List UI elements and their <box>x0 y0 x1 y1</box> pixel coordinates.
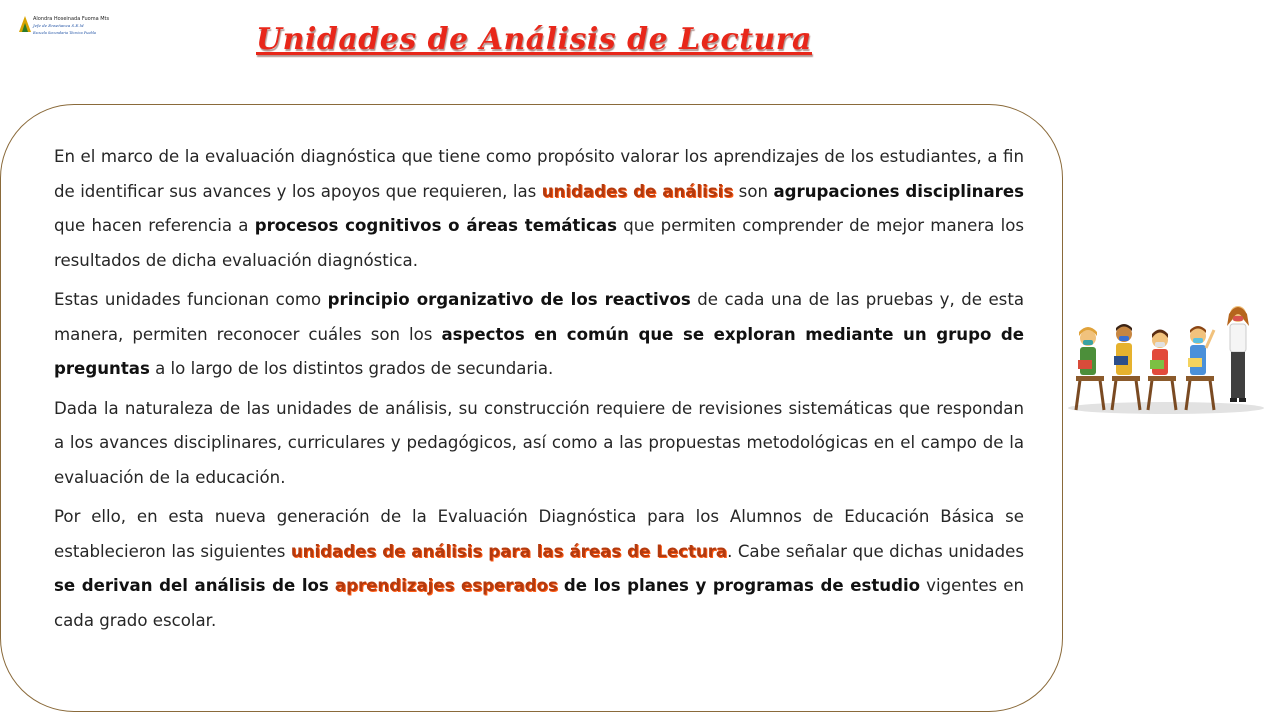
student-figure <box>1076 327 1104 410</box>
paragraph-2 <box>54 283 1024 387</box>
bold-se-derivan: se derivan del análisis de los <box>54 576 329 595</box>
text-span: Por ello, en esta nueva generación de la Evaluación Diagnóstica para los Alumnos de Educación Básica se establecieron las siguientes <box>54 507 1024 561</box>
highlight-unidades-lectura: unidades de análisis para las áreas de Lectura <box>290 541 728 561</box>
text-span: Estas unidades funcionan como <box>54 290 328 309</box>
paragraph-3 <box>54 392 1024 496</box>
text-span: Dada la naturaleza de las unidades de análisis, su construcción requiere de revisiones sistemáticas que respondan a los avances disciplinares, curriculares y pedagógicos, así como a las propuestas metodológicas en el campo de la evaluación de la educación. <box>54 398 1024 487</box>
paragraph-1 <box>54 140 1024 278</box>
content-text <box>54 140 1024 643</box>
text-span: que hacen referencia a <box>54 216 255 235</box>
text-span: . Cabe señalar que dichas unidades <box>727 541 1024 561</box>
text-span: que permiten comprender de mejor manera los resultados de dicha evaluación diagnóstica. <box>54 216 1024 270</box>
text-span: En el marco de la evaluación diagnóstica que tiene como propósito valorar los aprendizajes de los estudiantes, a fin de identificar sus avances y los apoyos que requieren, las <box>54 147 1024 201</box>
student-figure <box>1112 324 1140 410</box>
bold-planes: de los planes y programas de estudio <box>563 576 921 595</box>
school-logo <box>16 12 110 38</box>
text-span: vigentes en cada grado escolar. <box>54 576 1024 630</box>
logo-line1: Alondra Hoseinada Fuoma Mts <box>33 16 110 22</box>
highlight-aprendizajes: aprendizajes esperados <box>334 576 558 595</box>
bold-principio: principio organizativo de los reactivos <box>327 290 691 309</box>
logo-line3: Escuela Secundaria Técnica Puebla <box>33 31 96 35</box>
student-figure <box>1186 326 1214 410</box>
bold-procesos: procesos cognitivos o áreas temáticas <box>254 216 617 235</box>
logo-line2: Jefe de Enseñanza S.E.M <box>33 23 84 28</box>
text-span: son <box>733 181 774 201</box>
students-with-masks-icon <box>1066 300 1266 418</box>
bold-agrupaciones: agrupaciones disciplinares <box>773 181 1024 201</box>
text-span: de cada una de las pruebas y, de esta manera, permiten reconocer cuáles son los <box>54 290 1024 344</box>
highlight-unidades-de-analisis: unidades de análisis <box>541 181 734 201</box>
page-title: Unidades de Análisis de Lectura <box>256 22 812 57</box>
paragraph-4 <box>54 500 1024 638</box>
teacher-figure <box>1227 306 1249 402</box>
student-figure <box>1148 330 1176 411</box>
bold-aspectos: aspectos en común que se exploran mediante un grupo de preguntas <box>54 324 1024 378</box>
text-span: a lo largo de los distintos grados de secundaria. <box>149 359 554 378</box>
